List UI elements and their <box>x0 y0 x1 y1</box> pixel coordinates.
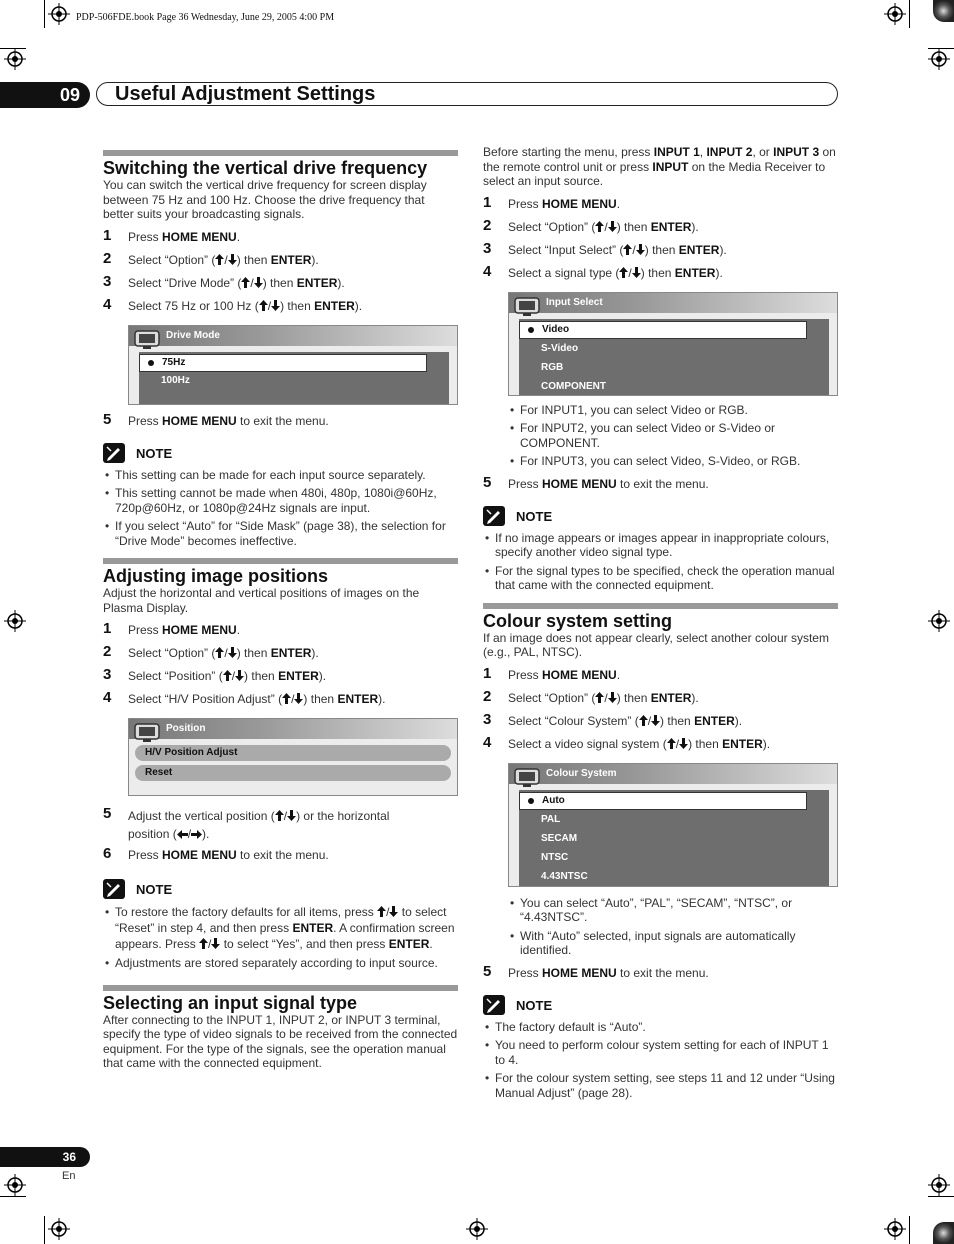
menu-item[interactable]: COMPONENT <box>541 380 606 392</box>
note-pencil-icon <box>483 506 505 526</box>
menu-item[interactable]: S-Video <box>541 342 579 354</box>
note-label: NOTE <box>516 997 553 1013</box>
registration-mark-icon <box>4 1174 26 1196</box>
note-label: NOTE <box>136 882 173 897</box>
note-item: • For the signal types to be specified, check the operation manual that came with the connected equipment. <box>483 564 838 593</box>
note-header <box>103 443 458 465</box>
step-item: 5 Press HOME MENU to exit the menu. <box>103 410 329 428</box>
note-item: • Adjustments are stored separately according to input source. <box>103 956 458 971</box>
note-item: • The factory default is “Auto”. <box>483 1020 838 1035</box>
input-select-menu <box>508 292 838 396</box>
left-column <box>103 150 458 1071</box>
info-item: • For INPUT2, you can select Video or S-Video or COMPONENT. <box>508 421 838 450</box>
arrow-up-icon <box>259 300 268 311</box>
step-item: 1 Press HOME MENU. <box>103 226 241 244</box>
menu-item[interactable]: RGB <box>541 361 564 373</box>
note-item: • For the colour system setting, see steps 11 and 12 under “Using Manual Adjust” (page 28). <box>483 1071 838 1100</box>
arrow-down-icon <box>679 738 688 749</box>
section-rule <box>483 603 838 609</box>
menu-item-selected[interactable]: 75Hz <box>139 354 427 372</box>
arrow-up-icon <box>623 244 632 255</box>
menu-title: Colour System <box>546 767 617 779</box>
section-rule <box>103 985 458 991</box>
menu-item-selected[interactable]: Auto <box>519 792 807 810</box>
note-item: • This setting can be made for each input source separately. <box>103 468 458 483</box>
arrow-up-icon <box>619 267 628 278</box>
menu-item[interactable]: H/V Position Adjust <box>135 745 451 761</box>
step-item: 2 Select “Option” ( / ) then ENTER). <box>103 643 319 660</box>
arrow-down-icon <box>636 244 645 255</box>
step-item: 2 Select “Option” ( / ) then ENTER). <box>103 249 319 267</box>
chapter-title-bar <box>96 82 838 106</box>
section-rule <box>103 558 458 564</box>
arrow-down-icon <box>228 254 237 265</box>
arrow-up-icon <box>282 693 291 704</box>
info-item: • For INPUT3, you can select Video, S-Video, or RGB. <box>508 454 838 469</box>
arrow-down-icon <box>651 715 660 726</box>
note-item: • If no image appears or images appear in inappropriate colours, specify another video signal type. <box>483 531 838 560</box>
arrow-down-icon <box>608 692 617 703</box>
section-title: Switching the vertical drive frequency <box>103 158 428 178</box>
crop-mark <box>909 0 910 28</box>
arrow-up-icon <box>275 810 284 821</box>
note-label: NOTE <box>136 445 173 461</box>
menu-item[interactable]: SECAM <box>541 832 578 844</box>
step-item: 3 Select “Colour System” ( / ) then ENTER). <box>483 710 743 728</box>
arrow-up-icon <box>595 692 604 703</box>
step-item: 3 Select “Input Select” ( / ) then ENTER). <box>483 239 727 257</box>
arrow-up-icon <box>241 277 250 288</box>
step-item: 3 Select “Position” ( / ) then ENTER). <box>103 666 327 683</box>
registration-mark-icon <box>884 3 906 25</box>
section-title: Selecting an input signal type <box>103 992 358 1013</box>
position-menu <box>128 718 458 796</box>
step-item: 4 Select “H/V Position Adjust” ( / ) then ENTER). <box>103 689 386 706</box>
menu-body <box>135 745 451 795</box>
registration-mark-icon <box>928 610 950 632</box>
arrow-down-icon <box>254 277 263 288</box>
section-intro: Before starting the menu, press INPUT 1, INPUT 2, or INPUT 3 on the remote control unit or press INPUT on the Media Receiver to select an input source. <box>483 145 836 188</box>
arrow-up-icon <box>639 715 648 726</box>
arrow-down-icon <box>287 810 296 821</box>
arrow-down-icon <box>235 670 244 681</box>
tv-menu-icon <box>513 766 541 788</box>
arrow-up-icon <box>377 906 386 917</box>
arrow-up-icon <box>667 738 676 749</box>
note-item: • To restore the factory defaults for all items, press / to select “Reset” in step 4, and then press ENTER. A confirmation screen appears. Press / to select “Yes”, and then press ENTER. <box>103 904 458 952</box>
step-item: 1 Press HOME MENU. <box>483 193 621 211</box>
info-item: • You can select “Auto”, “PAL”, “SECAM”, “NTSC”, or “4.43NTSC”. <box>508 896 838 925</box>
menu-title: Input Select <box>546 296 603 308</box>
section-title: Colour system setting <box>483 610 673 631</box>
arrow-up-icon <box>215 647 224 658</box>
menu-item[interactable]: Reset <box>135 765 451 781</box>
step-item: 2 Select “Option” ( / ) then ENTER). <box>483 687 699 705</box>
arrow-down-icon <box>632 267 641 278</box>
menu-body <box>139 352 449 404</box>
note-header <box>483 995 838 1017</box>
registration-mark-icon <box>48 1218 70 1240</box>
step-item: 5 Press HOME MENU to exit the menu. <box>483 962 709 980</box>
crop-mark <box>44 1216 45 1244</box>
color-target-icon <box>933 0 954 22</box>
menu-body <box>519 790 829 886</box>
tv-menu-icon <box>133 328 161 350</box>
page-language: En <box>62 1170 76 1182</box>
info-item: • With “Auto” selected, input signals are automatically identified. <box>508 929 838 958</box>
note-item: • You need to perform colour system setting for each of INPUT 1 to 4. <box>483 1038 838 1067</box>
right-column <box>483 145 838 1100</box>
menu-body <box>519 319 829 395</box>
arrow-down-icon <box>228 647 237 658</box>
section-intro: Adjust the horizontal and vertical positions of images on the Plasma Display. <box>103 586 420 615</box>
crop-mark <box>928 1196 954 1197</box>
menu-title: Position <box>166 723 206 734</box>
note-pencil-icon <box>483 995 505 1015</box>
tv-menu-icon <box>133 721 161 743</box>
note-item: • If you select “Auto” for “Side Mask” (page 38), the selection for “Drive Mode” becomes ineffective. <box>103 519 458 548</box>
step-item: 4 Select a video signal system ( / ) then ENTER). <box>483 733 771 751</box>
arrow-right-icon <box>191 830 202 839</box>
tv-menu-icon <box>513 295 541 317</box>
step-item: 5 Press HOME MENU to exit the menu. <box>483 473 709 491</box>
registration-mark-icon <box>928 48 950 70</box>
registration-mark-icon <box>884 1218 906 1240</box>
step-item: 3 Select “Drive Mode” ( / ) then ENTER). <box>103 272 345 290</box>
arrow-up-icon <box>223 670 232 681</box>
book-header: PDP-506FDE.book Page 36 Wednesday, June 29, 2005 4:00 PM <box>76 12 335 23</box>
crop-mark <box>909 1216 910 1244</box>
info-item: • For INPUT1, you can select Video or RGB. <box>508 403 838 418</box>
step-item: 4 Select 75 Hz or 100 Hz ( / ) then ENTER). <box>103 295 363 313</box>
arrow-left-icon <box>177 830 188 839</box>
arrow-up-icon <box>215 254 224 265</box>
step-item: 5 Adjust the vertical position ( / ) or the horizontal position ( / ). <box>103 805 390 841</box>
colour-system-menu <box>508 763 838 887</box>
note-header <box>483 506 838 528</box>
step-item: 6 Press HOME MENU to exit the menu. <box>103 845 329 862</box>
crop-mark <box>44 0 45 28</box>
section-intro: You can switch the vertical drive frequency for screen display between 75 Hz and 100 Hz. Choose the drive frequency that better suits your broadcasting signals. <box>103 178 427 221</box>
crop-mark <box>0 1196 26 1197</box>
drive-mode-menu <box>128 325 458 405</box>
registration-mark-icon <box>4 610 26 632</box>
menu-item[interactable]: PAL <box>541 813 561 825</box>
arrow-down-icon <box>271 300 280 311</box>
note-item: • This setting cannot be made when 480i, 480p, 1080i@60Hz, 720p@60Hz, or 1080p@24Hz signals are input. <box>103 486 458 515</box>
section-rule <box>103 150 458 156</box>
menu-item[interactable]: NTSC <box>541 851 569 863</box>
menu-item-selected[interactable]: Video <box>519 321 807 339</box>
chapter-number: 09 <box>0 82 90 108</box>
chapter-title: Useful Adjustment Settings <box>115 83 376 105</box>
section-intro: After connecting to the INPUT 1, INPUT 2, or INPUT 3 terminal, specify the type of video signals to be received from the connected equipment. For the type of the signals, see the operation manual that came with the connected equipment. <box>103 1012 458 1070</box>
step-item: 4 Select a signal type ( / ) then ENTER). <box>483 262 723 280</box>
registration-mark-icon <box>48 3 70 25</box>
menu-title: Drive Mode <box>166 329 220 341</box>
step-item: 1 Press HOME MENU. <box>103 620 241 637</box>
arrow-up-icon <box>595 221 604 232</box>
registration-mark-icon <box>4 48 26 70</box>
note-label: NOTE <box>516 508 553 524</box>
registration-mark-icon <box>466 1218 488 1240</box>
page-number: 36 <box>0 1147 90 1167</box>
menu-item[interactable]: 100Hz <box>161 374 190 386</box>
arrow-down-icon <box>608 221 617 232</box>
color-target-icon <box>933 1222 954 1244</box>
menu-item[interactable]: 4.43NTSC <box>541 870 588 882</box>
section-intro: If an image does not appear clearly, select another colour system (e.g., PAL, NTSC). <box>483 630 829 659</box>
note-pencil-icon <box>103 443 125 463</box>
note-header <box>103 879 458 901</box>
registration-mark-icon <box>928 1174 950 1196</box>
step-item: 2 Select “Option” ( / ) then ENTER). <box>483 216 699 234</box>
step-item: 1 Press HOME MENU. <box>483 664 621 682</box>
arrow-up-icon <box>199 938 208 949</box>
section-title: Adjusting image positions <box>103 566 329 586</box>
note-pencil-icon <box>103 879 125 899</box>
